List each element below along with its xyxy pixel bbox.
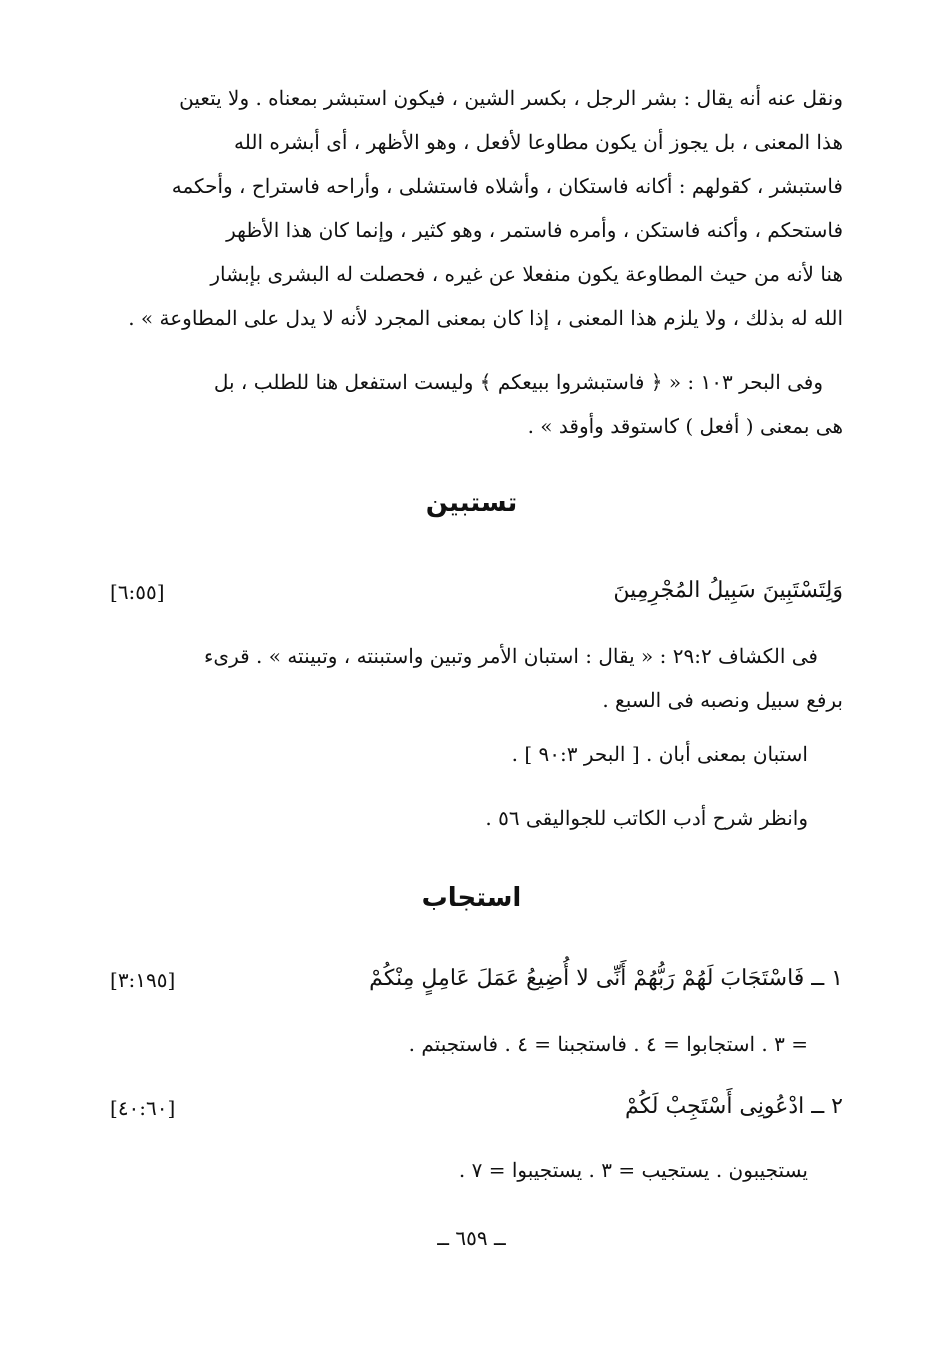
section-heading-istajab: استجاب (421, 883, 522, 913)
paragraph-1 (110, 76, 843, 340)
quran-verse: ٢ ــ ادْعُونِى أَسْتَجِبْ لَكُمْ (624, 1094, 843, 1119)
verse-row (110, 578, 843, 618)
text-line: ونقل عنه أنه يقال : بشر الرجل ، بكسر الشين ، فيكون استبشر بمعناه . ولا يتعين (179, 86, 843, 110)
quran-verse: ١ ــ فَاسْتَجَابَ لَهُمْ رَبُّهُمْ أَنِّى لا أُضِيعُ عَمَلَ عَامِلٍ مِنْكُمْ (369, 966, 843, 991)
verse-reference: [٤٠:٦٠] (110, 1096, 176, 1120)
note-line: يستجيبون . يستجيب = ٣ . يستجيبوا = ٧ . (458, 1158, 808, 1182)
text-line: فاستبشر ، كقولهم : أكانه فاستكان ، وأشلاه فاستشلى ، وأراحه فاستراح ، وأحكمه (171, 174, 843, 198)
text-line: هذا المعنى ، بل يجوز أن يكون مطاوعا لأفعل ، وهو الأظهر ، أى أبشره الله (234, 130, 843, 154)
verse-reference: [٦:٥٥] (110, 580, 165, 604)
quran-verse: وَلِتَسْتَبِينَ سَبِيلُ المُجْرِمِينَ (613, 578, 843, 603)
kashaf-paragraph (110, 634, 843, 722)
text-line: الله له بذلك ، ولا يلزم هذا المعنى ، إذا كان بمعنى المجرد لأنه لا يدل على المطاوعة » . (128, 306, 843, 330)
note-line: وانظر شرح أدب الكاتب للجواليقى ٥٦ . (485, 806, 808, 830)
text-line: وفى البحر ١٠٣ : « ﴿ فاستبشروا ببيعكم ﴾ وليست استفعل هنا للطلب ، بل (213, 370, 823, 394)
verse-reference: [٣:١٩٥] (110, 968, 176, 992)
page-number: ــ ٦٥٩ ــ (437, 1226, 506, 1250)
verse-row (110, 1094, 843, 1134)
text-line: فى الكشاف ٢٩:٢ : « يقال : استبان الأمر وتبين واستبنته ، وتبينته » . قرىء (204, 644, 818, 668)
section-heading-tastabin: تستبين (425, 488, 518, 518)
verse-row (110, 966, 843, 1006)
text-line: هى بمعنى ( أفعل ) كاستوقد وأوقد » . (527, 414, 843, 438)
paragraph-2 (110, 360, 843, 448)
text-line: فاستحكم ، وأكنه فاستكن ، وأمره فاستمر ، وهو كثير ، وإنما كان هذا الأظهر (226, 218, 843, 242)
text-line: هنا لأنه من حيث المطاوعة يكون منفعلا عن غيره ، فحصلت له البشرى بإبشار (210, 262, 843, 286)
note-line: استبان بمعنى أبان . [ البحر ٩٠:٣ ] . (511, 742, 808, 766)
note-line: = ٣ . استجابوا = ٤ . فاستجبنا = ٤ . فاستجبتم . (408, 1032, 808, 1056)
text-line: برفع سبيل ونصبه فى السبع . (602, 688, 843, 712)
